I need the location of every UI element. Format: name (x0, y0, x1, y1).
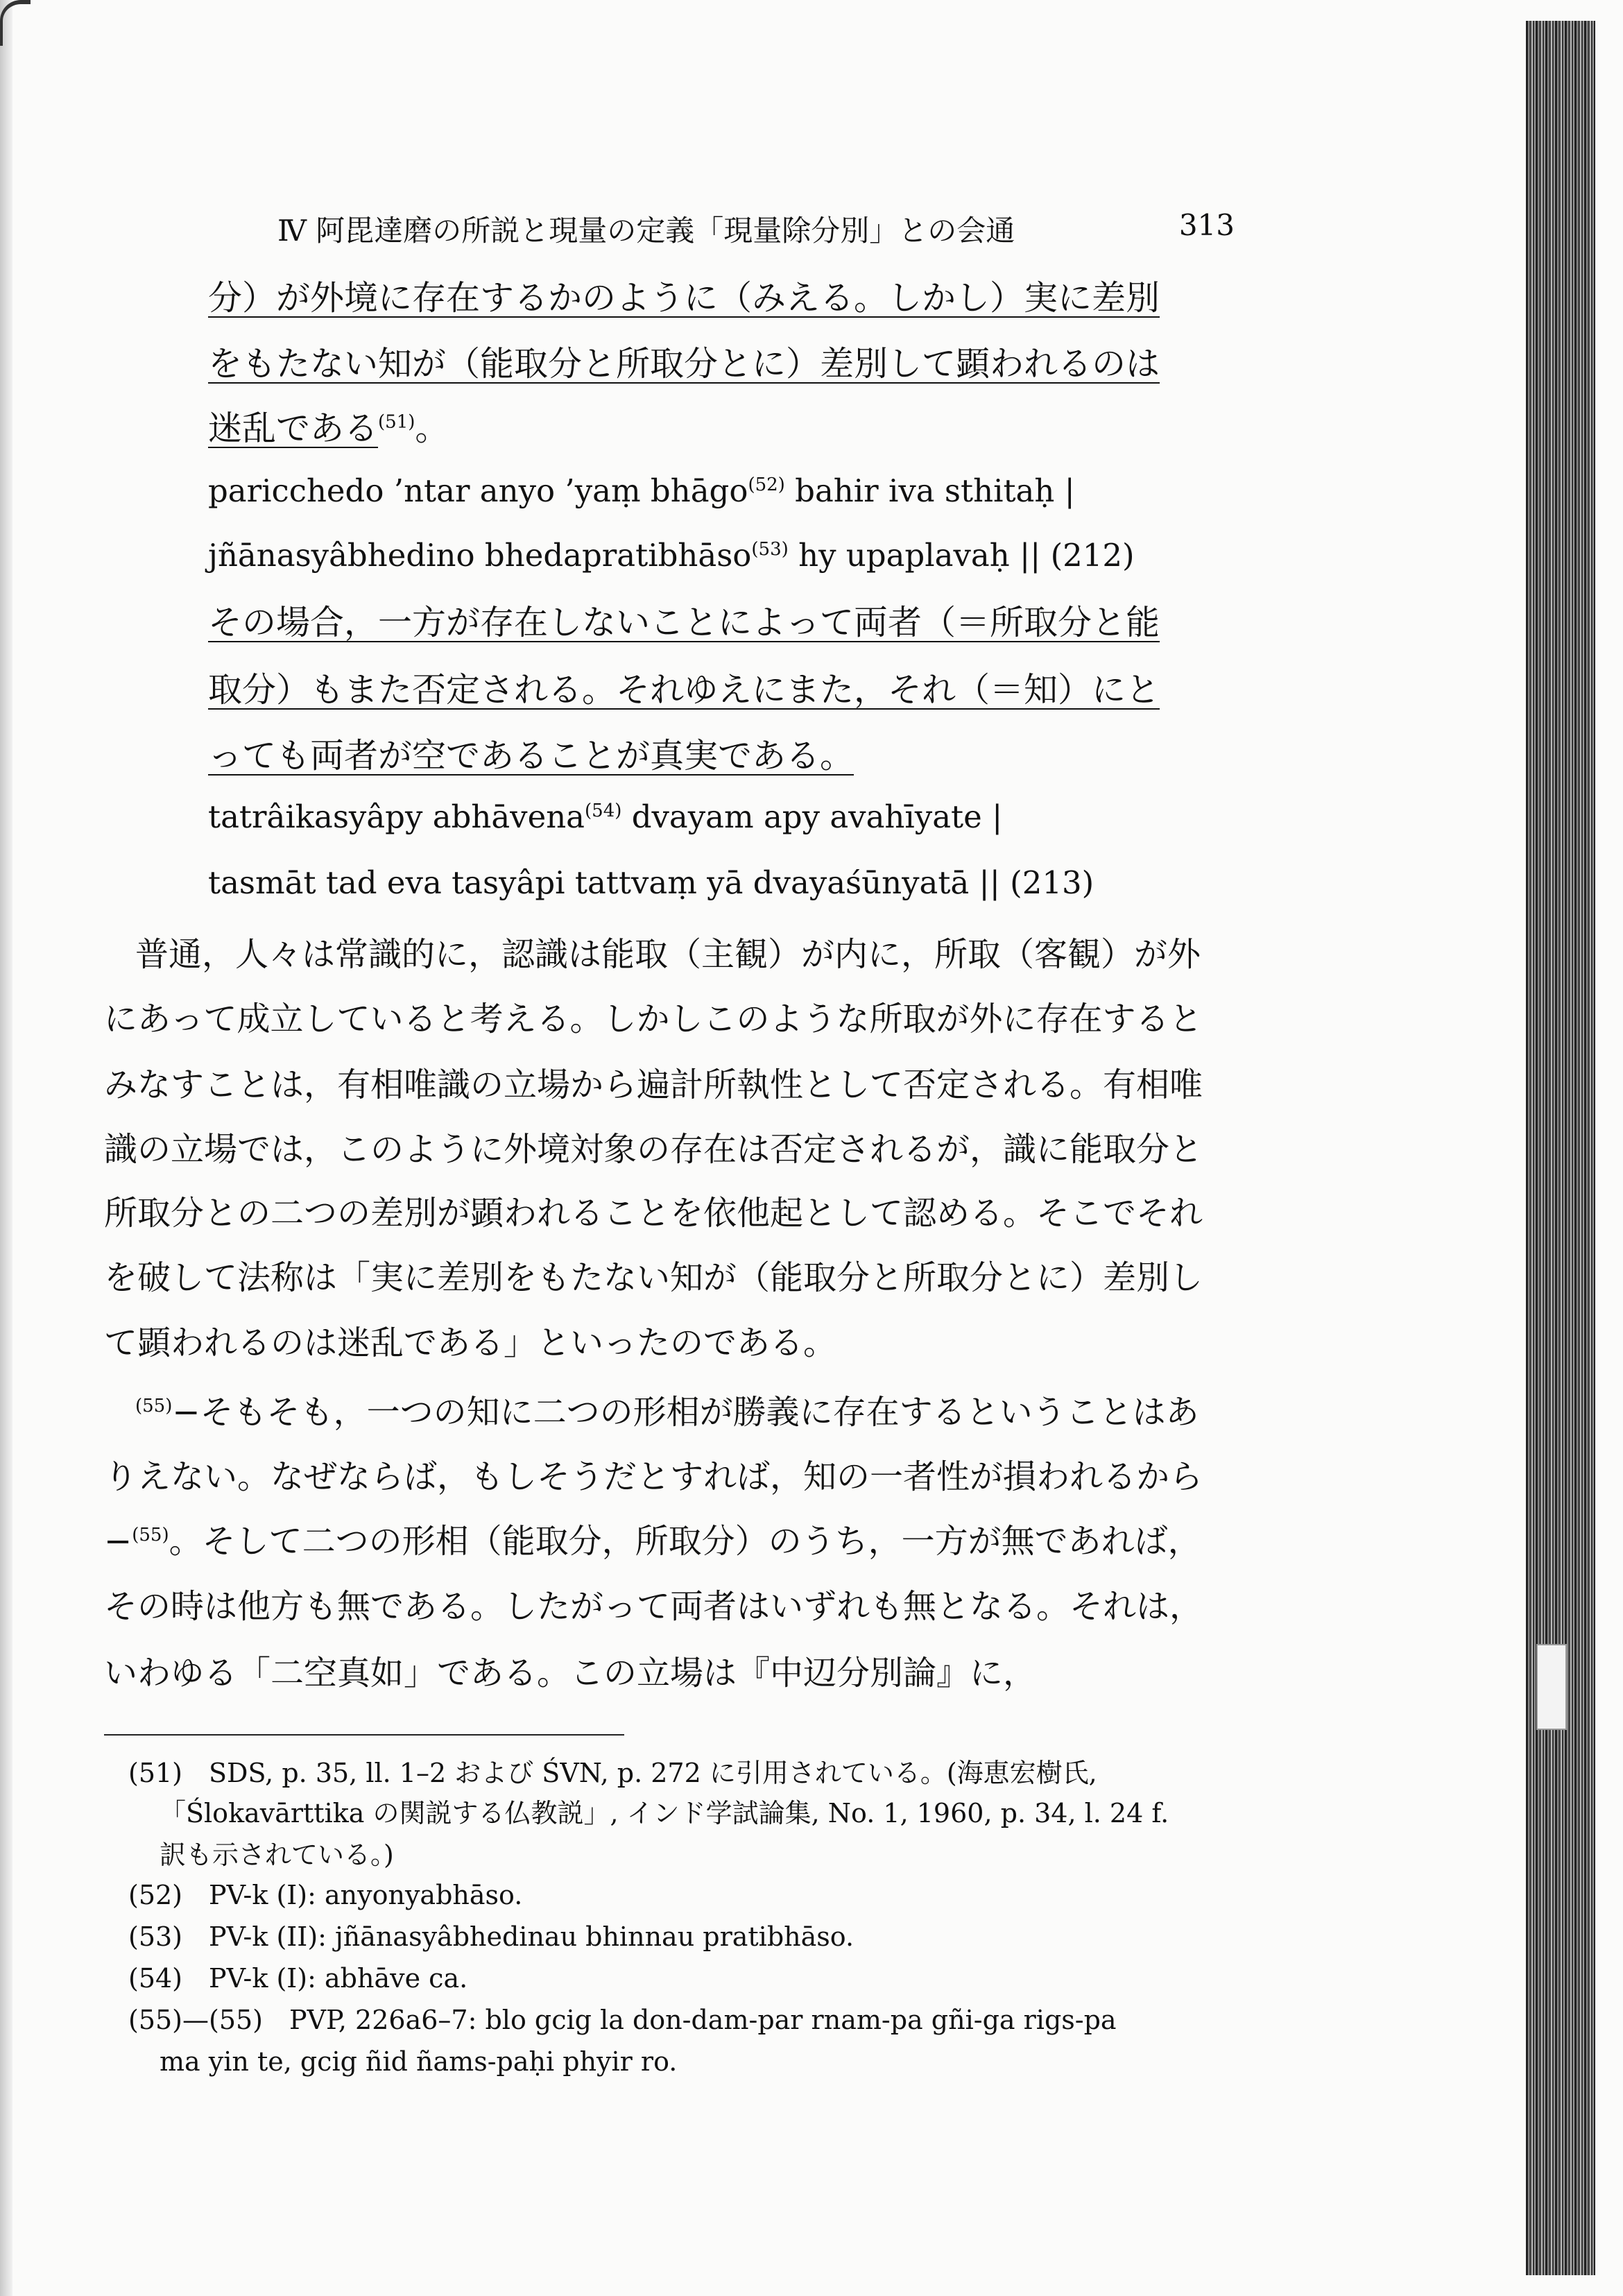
translation-213-line-1: その場合，一方が存在しないことによって両者（＝所取分と能 (208, 603, 1160, 642)
footnote-ref-51: (51) (378, 411, 415, 433)
paragraph-2-line-2: りえない。なぜならば，もしそうだとすれば，知の一者性が損われるから (104, 1457, 1203, 1496)
translation-212-line-3 (208, 409, 449, 448)
book-binding-edge (1526, 21, 1595, 2275)
paragraph-1-line-4: 識の立場では，このように外境対象の存在は否定されるが，識に能取分と (104, 1130, 1203, 1169)
translation-212-text: 迷乱である (208, 409, 379, 448)
paragraph-text: − (104, 1522, 132, 1561)
translation-213-line-3: っても両者が空であることが真実である。 (208, 736, 855, 776)
footnote-ref-55: (55) (135, 1396, 173, 1416)
paragraph-1-line-1: 普通，人々は常識的に，認識は能取（主観）が内に，所取（客観）が外 (135, 935, 1201, 974)
paragraph-1-line-5: 所取分との二つの差別が顕われることを依他起として認める。そこでそれ (104, 1194, 1203, 1233)
verse-text: paricchedo ’ntar anyo ’yaṃ bhāgo (208, 472, 748, 509)
verse-text: bahir iva sthitaḥ | (784, 472, 1075, 509)
page-number: 313 (1178, 208, 1235, 242)
footnote-ref-52: (52) (748, 474, 785, 495)
footnote-52: (52) PV-k (I): anyonyabhāso. (128, 1880, 523, 1910)
scan-edge (0, 0, 12, 2296)
verse-212-line-2 (208, 537, 1135, 574)
footnote-55-line-1: (55)—(55) PVP, 226a6–7: blo gcig la don-dam-par rnam-pa gñi-ga rigs-pa (128, 2005, 1117, 2035)
footnote-51-line-2: 「Ślokavārttika の関説する仏教説」, インド学試論集, No. 1, 1960, p. 34, l. 24 f. (160, 1798, 1169, 1828)
paragraph-2-line-1 (135, 1393, 1199, 1432)
verse-text: jñānasyâbhedino bhedapratibhāso (208, 537, 752, 574)
translation-212-line-1: 分）が外境に存在するかのように（みえる。しかし）実に差別 (208, 278, 1160, 318)
verse-text: dvayam apy avahīyate | (621, 798, 1003, 835)
verse-text: hy upaplavaḥ || (212) (788, 537, 1135, 574)
footnote-54: (54) PV-k (I): abhāve ca. (128, 1963, 468, 1994)
verse-text: tatrâikasyâpy abhāvena (208, 798, 585, 835)
translation-212-line-2: をもたない知が（能取分と所取分とに）差別して顕われるのは (208, 344, 1160, 384)
header-title: Ⅳ 阿毘達磨の所説と現量の定義「現量除分別」との会通 (277, 214, 1015, 248)
footnote-ref-53: (53) (751, 539, 789, 560)
paragraph-1-line-7: て顕われるのは迷乱である」といったのである。 (104, 1323, 837, 1362)
paragraph-text: 。そして二つの形相（能取分，所取分）のうち，一方が無であれば， (169, 1522, 1201, 1561)
translation-212-end: 。 (415, 409, 449, 448)
footnote-55-line-2: ma yin te, gcig ñid ñams-paḥi phyir ro. (160, 2046, 678, 2077)
footnote-51-line-1: (51) SDS, p. 35, ll. 1–2 および ŚVN, p. 272 に引用されている。(海恵宏樹氏, (128, 1758, 1097, 1788)
paragraph-1-line-3: みなすことは，有相唯識の立場から遍計所執性として否定される。有相唯 (104, 1065, 1203, 1104)
scan-corner-mark (0, 0, 31, 46)
verse-212-line-1 (208, 472, 1075, 509)
footnote-ref-54: (54) (585, 800, 622, 821)
verse-213-line-1 (208, 798, 1003, 835)
paragraph-1-line-6: を破して法称は「実に差別をもたない知が（能取分と所取分とに）差別し (104, 1258, 1203, 1297)
footnote-51-line-3: 訳も示されている。) (160, 1840, 394, 1870)
running-header (277, 208, 1235, 250)
verse-213-line-2: tasmāt tad eva tasyâpi tattvaṃ yā dvayaśūnyatā || (213) (208, 864, 1094, 901)
paragraph-text: −そもそも，一つの知に二つの形相が勝義に存在するということはあ (172, 1393, 1199, 1432)
footnote-53: (53) PV-k (II): jñānasyâbhedinau bhinnau pratibhāso. (128, 1921, 855, 1952)
paragraph-2-line-5: いわゆる「二空真如」である。この立場は『中辺分別論』に， (104, 1654, 1037, 1693)
paragraph-1-line-2: にあって成立していると考える。しかしこのような所取が外に存在すると (104, 1000, 1203, 1038)
paragraph-2-line-4: その時は他方も無である。したがって両者はいずれも無となる。それは， (104, 1587, 1203, 1626)
translation-213-line-2: 取分）もまた否定される。それゆえにまた，それ（＝知）にと (208, 670, 1160, 710)
paragraph-2-line-3 (104, 1522, 1201, 1561)
binding-tab (1536, 1644, 1567, 1730)
footnote-ref-55-end: (55) (132, 1525, 169, 1545)
footnote-separator (104, 1734, 624, 1736)
